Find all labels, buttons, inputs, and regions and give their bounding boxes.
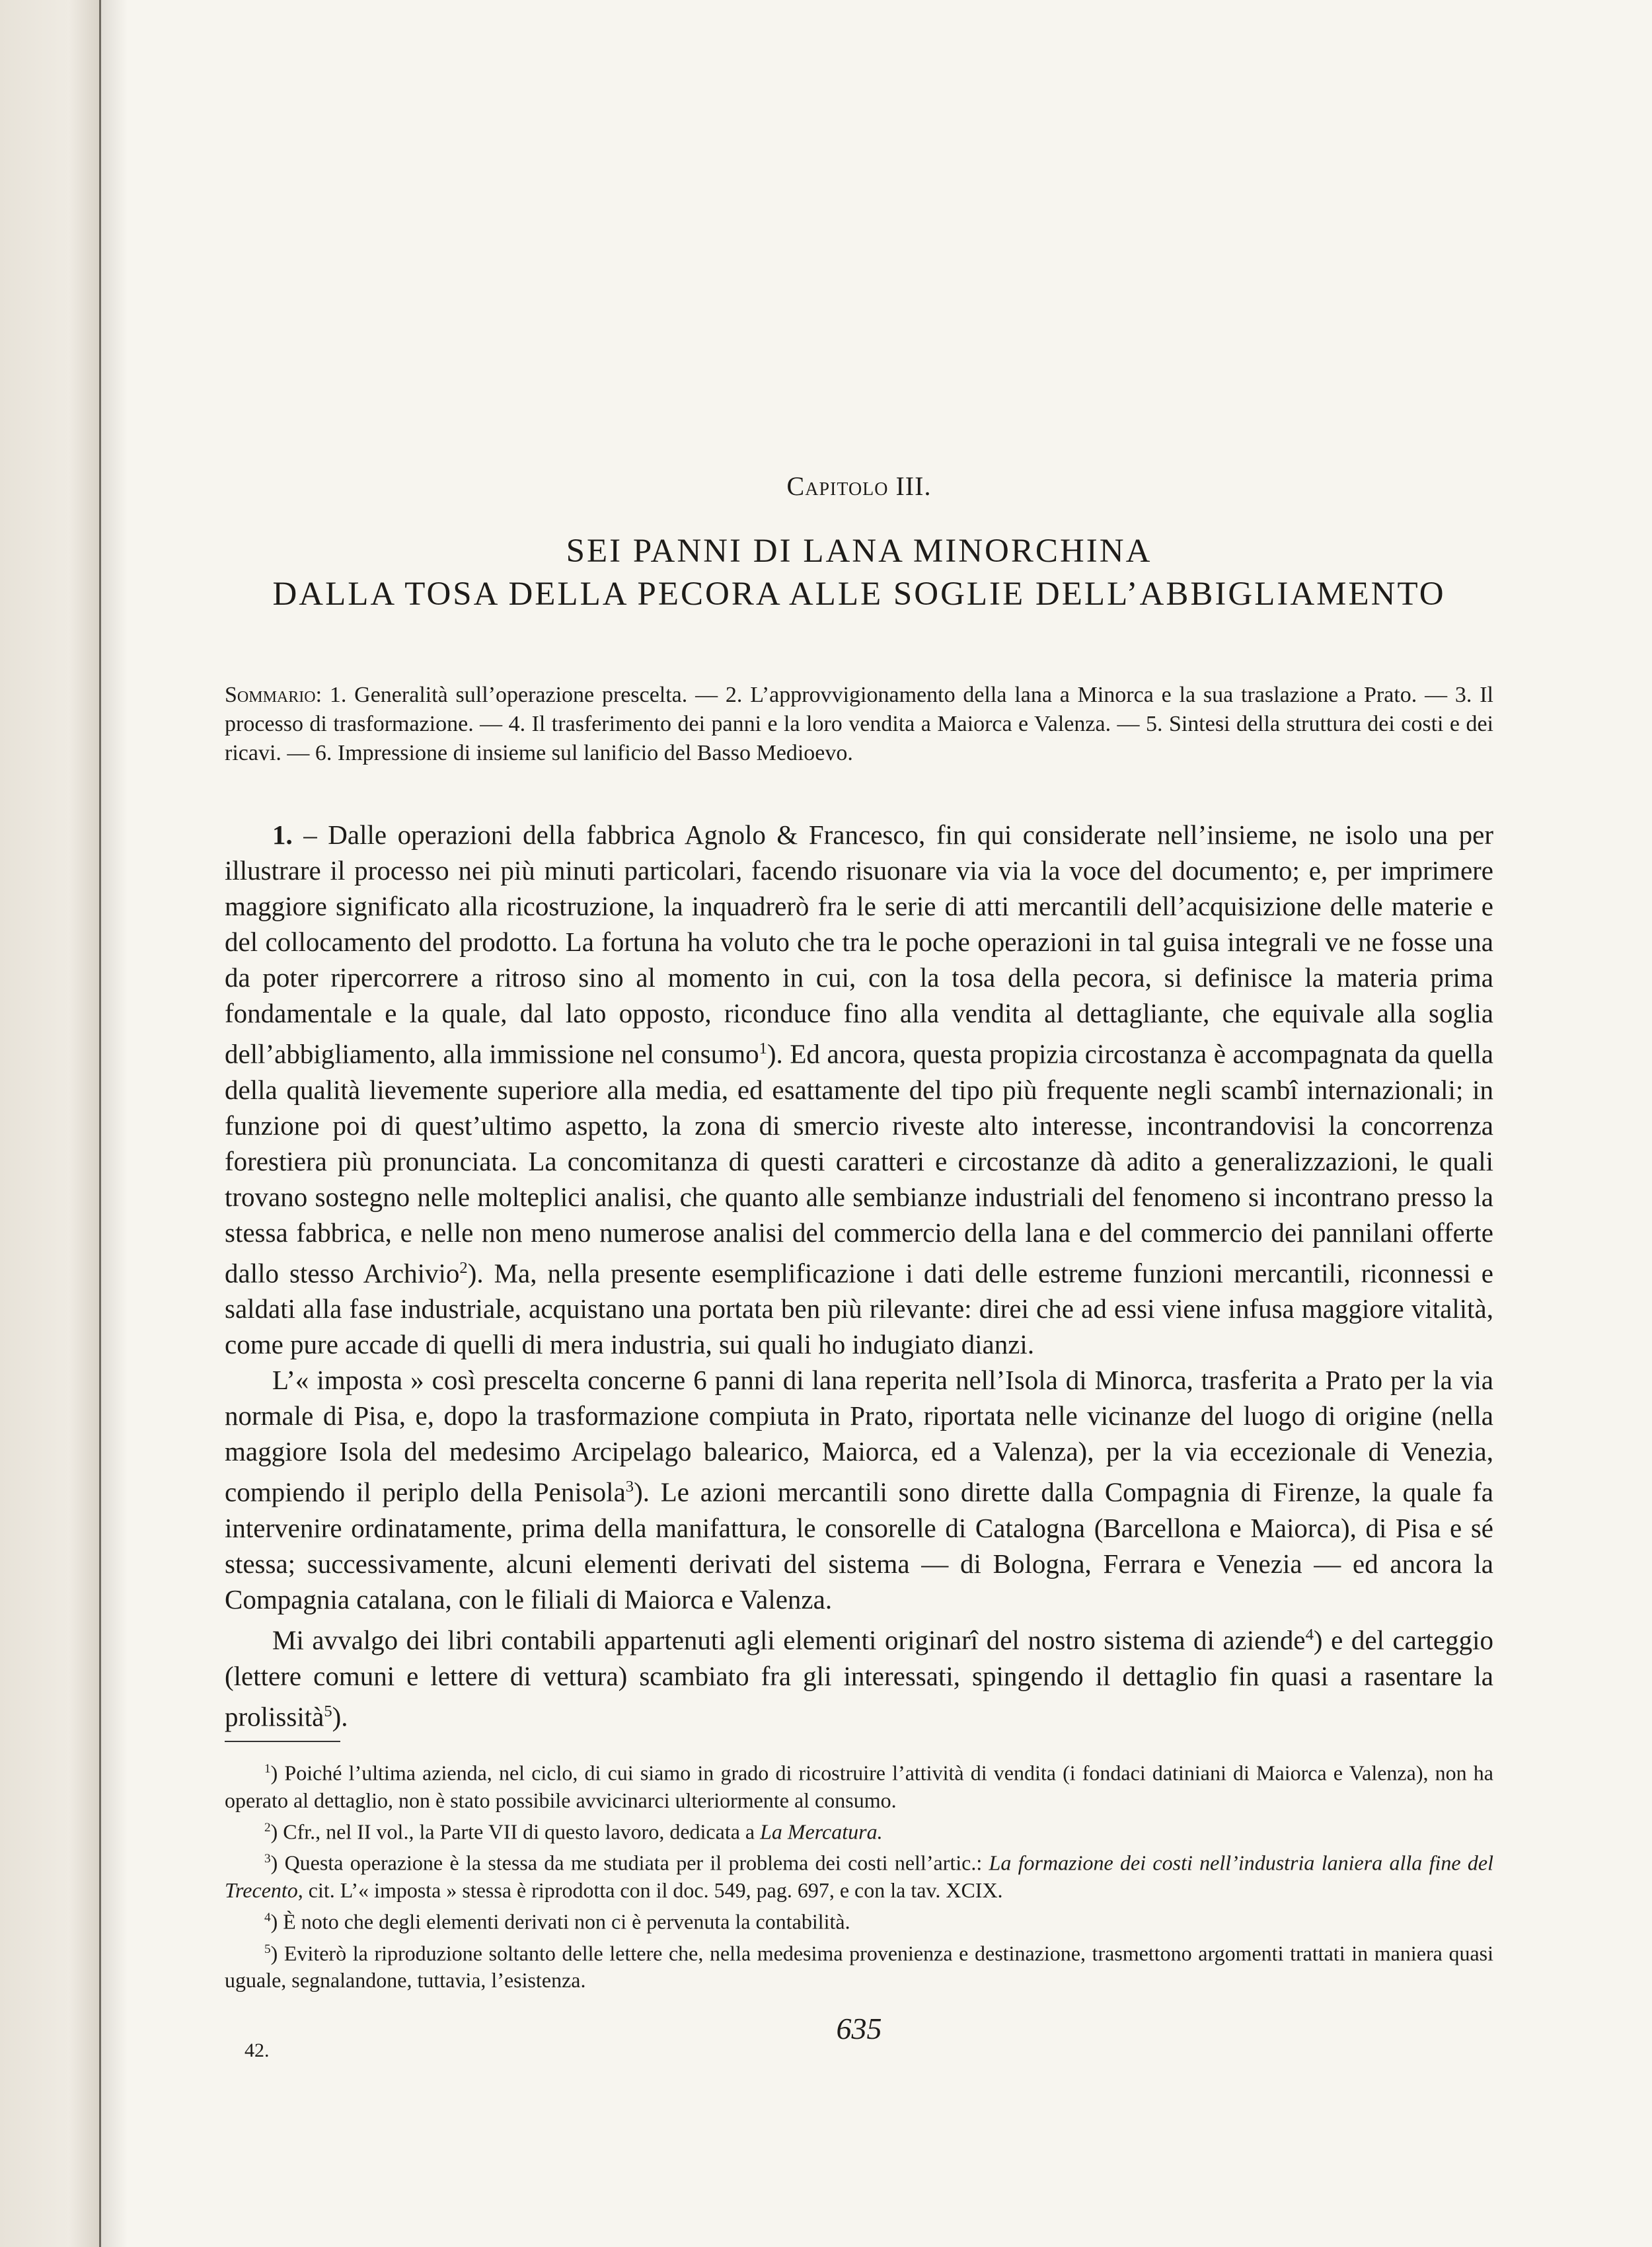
paragraph-1	[225, 817, 1493, 1362]
footnote-5-mark: 5	[264, 1942, 271, 1956]
page	[225, 0, 1493, 2247]
footnote-2	[225, 1814, 1493, 1846]
paragraph-3-text-a: Mi avvalgo dei libri contabili appartenuti agli elementi originarî del nostro sistema di aziende	[272, 1624, 1306, 1656]
footnote-ref-5: 5	[324, 1702, 332, 1720]
footnote-5	[225, 1936, 1493, 1995]
paragraph-2-text-b: ). Le azioni mercantili sono dirette dalla Compagnia di Firenze, la quale fa intervenire ordinatamente, prima della manifattura, le consorelle di Catalogna (Barcellona e Maiorca), di Pisa e sé stessa; successivamente, alcuni elementi derivati del sistema — di Bologna, Ferrara e Venezia — ed ancora la Compagnia catalana, con le filiali di Maiorca e Valenza.	[225, 1476, 1493, 1615]
footnote-ref-4: 4	[1305, 1625, 1314, 1644]
footnote-2-italic: La Mercatura.	[760, 1819, 883, 1844]
footnote-rule	[225, 1741, 340, 1742]
footnote-2-text: ) Cfr., nel II vol., la Parte VII di questo lavoro, dedicata a	[270, 1819, 761, 1844]
gutter-shadow	[101, 0, 128, 2247]
footnote-1-text: ) Poiché l’ultima azienda, nel ciclo, di cui siamo in grado di ricostruire l’attività di vendita (i fondaci datiniani di Maiorca e Valenza), non ha operato al dettaglio, non è stato possibile avvicinarci ulteriormente al consumo.	[225, 1761, 1493, 1812]
paragraph-3-text-c: ).	[332, 1701, 348, 1732]
footnote-1-mark: 1	[264, 1762, 271, 1776]
footnote-ref-3: 3	[625, 1478, 634, 1496]
signature-mark: 42.	[244, 2039, 270, 2061]
paragraph-3	[225, 1617, 1493, 1734]
footnote-5-text: ) Eviterò la riproduzione soltanto delle lettere che, nella medesima provenienza e destinazione, trasmettono argomenti trattati in maniera quasi uguale, segnalandone, tuttavia, l’esistenza.	[225, 1941, 1493, 1993]
footnote-3	[225, 1845, 1493, 1904]
paragraph-1-text-c: ). Ma, nella presente esemplificazione i dati delle estreme funzioni mercantili, riconnessi e saldati alla fase industriale, acquistano una portata ben più rilevante: direi che ad essi viene infusa maggiore vitalità, come pure accade di quelli di mera industria, sui quali ho indugiato dianzi.	[225, 1258, 1493, 1360]
chapter-title-line-2: DALLA TOSA DELLA PECORA ALLE SOGLIE DELL’ABBIGLIAMENTO	[272, 576, 1446, 613]
footnote-4	[225, 1904, 1493, 1936]
footnote-4-text: ) È noto che degli elementi derivati non ci è pervenuta la contabilità.	[270, 1909, 850, 1934]
page-number: 635	[836, 2012, 882, 2045]
paragraph-1-text-b: ). Ed ancora, questa propizia circostanza è accompagnata da quella della qualità lievemente superiore alla media, ed esattamente del tipo più frequente negli scambî internazionali; in funzione poi di quest’ultimo aspetto, la zona di smercio riveste alto interesse, incontrandovisi la concorrenza forestiera più pronunciata. La concomitanza di questi caratteri e circostanze dà adito a generalizzazioni, le quali trovano sostegno nelle molteplici analisi, che quanto alle sembianze industriali del fenomeno si incontrano presso la stessa fabbrica, e nelle non meno numerose analisi del commercio della lana e del commercio dei pannilani offerte dallo stesso Archivio	[225, 1038, 1493, 1289]
body-text	[225, 817, 1493, 1734]
footnote-3-text-a: ) Questa operazione è la stessa da me studiata per il problema dei costi nell’artic.:	[270, 1850, 989, 1875]
summary-text: 1. Generalità sull’operazione prescelta. — 2. L’approvvigionamento della lana a Minorca e la sua traslazione a Prato. — 3. Il processo di trasformazione. — 4. Il trasferimento dei panni e la loro vendita a Maiorca e Valenza. — 5. Sintesi della struttura dei costi e dei ricavi. — 6. Impressione di insieme sul lanificio del Basso Medioevo.	[225, 683, 1493, 765]
summary	[225, 681, 1493, 768]
paragraph-1-text-a: – Dalle operazioni della fabbrica Agnolo & Francesco, fin qui considerate nell’insieme, ne isolo una per illustrare il processo nei più minuti particolari, facendo risuonare via via la voce del documento; e, per imprimere maggiore significato alla ricostruzione, la inquadrerò fra le serie di atti mercantili dell’acquisizione delle materie e del collocamento del prodotto. La fortuna ha voluto che tra le poche operazioni in tal guisa integrali ve ne fosse una da poter ripercorrere a ritroso sino al momento in cui, con la tosa della pecora, si definisce la materia prima fondamentale e la quale, dal lato opposto, riconduce fino alla vendita al dettagliante, che equivale alla soglia dell’abbigliamento, alla immissione nel consumo	[225, 819, 1493, 1069]
footnote-1	[225, 1755, 1493, 1814]
summary-label: Sommario:	[225, 683, 322, 707]
footnotes	[225, 1755, 1493, 1994]
chapter-title-line-1: SEI PANNI DI LANA MINORCHINA	[566, 533, 1152, 570]
footnote-ref-2: 2	[459, 1258, 468, 1277]
paragraph-2	[225, 1362, 1493, 1617]
footnote-4-mark: 4	[264, 1910, 271, 1924]
paragraph-3-text-b: ) e del carteggio (lettere comuni e lettere di vettura) scambiato fra gli interessati, spingendo il dettaglio fin quasi a rasentare la prolissità	[225, 1624, 1494, 1732]
chapter-heading: Capitolo III.	[786, 471, 932, 501]
footnote-ref-1: 1	[759, 1040, 767, 1057]
paragraph-2-text-a: L’« imposta » così prescelta concerne 6 panni di lana reperita nell’Isola di Minorca, trasferita a Prato per la via normale di Pisa, e, dopo la trasformazione compiuta in Prato, riportata nelle vicinanze del luogo di origine (nella maggiore Isola del medesimo Arcipelago balearico, Maiorca, ed a Valenza), per la via eccezionale di Venezia, compiendo il periplo della Penisola	[225, 1365, 1493, 1507]
previous-page-edge	[0, 0, 101, 2247]
footnote-3-italic: La formazione dei costi nell’industria laniera alla fine del Trecento	[225, 1850, 1494, 1902]
footnote-2-mark: 2	[264, 1820, 271, 1835]
footnote-3-mark: 3	[264, 1852, 271, 1866]
section-number: 1.	[272, 819, 293, 850]
footnote-3-text-b: , cit. L’« imposta » stessa è riprodotta con il doc. 549, pag. 697, e con la tav. XCIX.	[297, 1878, 1003, 1902]
